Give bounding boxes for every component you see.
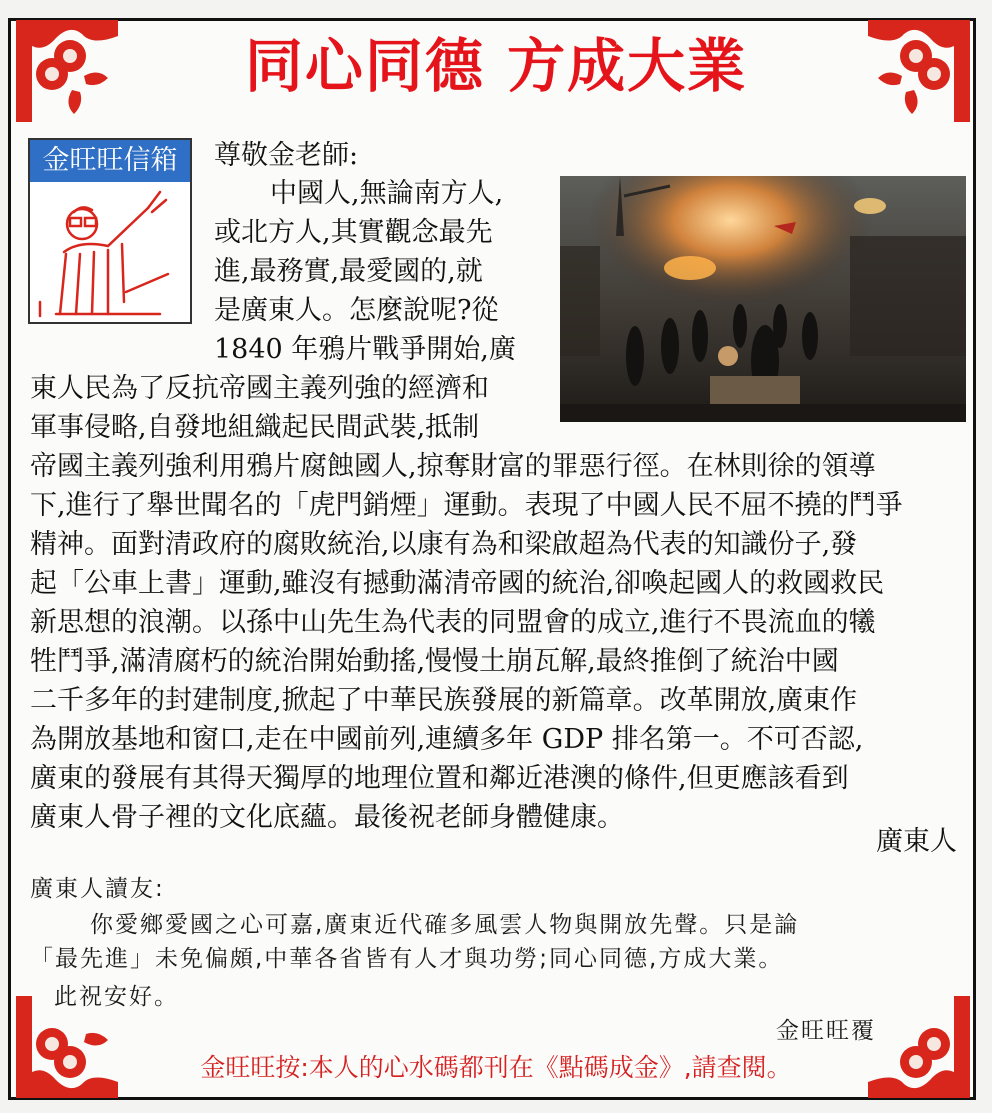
reply-salutation: 廣東人讀友: (30, 876, 165, 902)
reply-line: 此祝安好。 (54, 984, 179, 1010)
letter-line: 1840 年鴉片戰爭開始,廣 (214, 334, 516, 365)
letter-salutation: 尊敬金老師: (214, 140, 359, 171)
letter-line: 進,最務實,最愛國的,就 (214, 256, 483, 287)
letter-line: 新思想的浪潮。以孫中山先生為代表的同盟會的成立,進行不畏流血的犧 (30, 607, 876, 638)
letter-line: 帝國主義列強利用鴉片腐蝕國人,掠奪財富的罪惡行徑。在林則徐的領導 (30, 451, 876, 482)
teacher-illustration (30, 182, 190, 322)
letter-line: 或北方人,其實觀念最先 (214, 217, 493, 248)
reply-line: 「最先進」未免偏頗,中華各省皆有人才與功勞;同心同德,方成大業。 (30, 946, 784, 972)
letter-line: 廣東的發展有其得天獨厚的地理位置和鄰近港澳的條件,但更應該看到 (30, 763, 849, 794)
column-logo (28, 138, 192, 324)
letter-line: 牲鬥爭,滿清腐朽的統治開始動搖,慢慢土崩瓦解,最終推倒了統治中國 (30, 646, 839, 677)
letter-line: 精神。面對清政府的腐敗統治,以康有為和梁啟超為代表的知識份子,發 (30, 529, 858, 560)
letter-line: 軍事侵略,自發地組織起民間武裝,抵制 (30, 412, 480, 443)
letter-signature: 廣東人 (876, 826, 957, 857)
reply-line: 你愛鄉愛國之心可嘉,廣東近代確多風雲人物與開放先聲。只是論 (90, 912, 800, 938)
letter-line: 起「公車上書」運動,雖沒有撼動滿清帝國的統治,卻喚起國人的救國救民 (30, 568, 885, 599)
letter-line: 是廣東人。怎麼說呢?從 (214, 295, 499, 326)
reply-signature: 金旺旺覆 (776, 1018, 876, 1044)
letter-line: 為開放基地和窗口,走在中國前列,連續多年 GDP 排名第一。不可否認, (30, 724, 864, 755)
footer-note: 金旺旺按:本人的心水碼都刊在《點碼成金》,請查閱。 (200, 1053, 792, 1082)
illustration-photo (560, 176, 966, 422)
letter-line: 二千多年的封建制度,掀起了中華民族發展的新篇章。改革開放,廣東作 (30, 685, 858, 716)
column-logo-label: 金旺旺信箱 (30, 140, 190, 182)
letter-line: 東人民為了反抗帝國主義列強的經濟和 (30, 373, 489, 404)
page-title: 同心同德 方成大業 (244, 32, 748, 100)
letter-line: 中國人,無論南方人, (270, 178, 504, 209)
letter-line: 廣東人骨子裡的文化底蘊。最後祝老師身體健康。 (30, 802, 624, 833)
letter-line: 下,進行了舉世聞名的「虎門銷煙」運動。表現了中國人民不屈不撓的鬥爭 (30, 490, 903, 521)
